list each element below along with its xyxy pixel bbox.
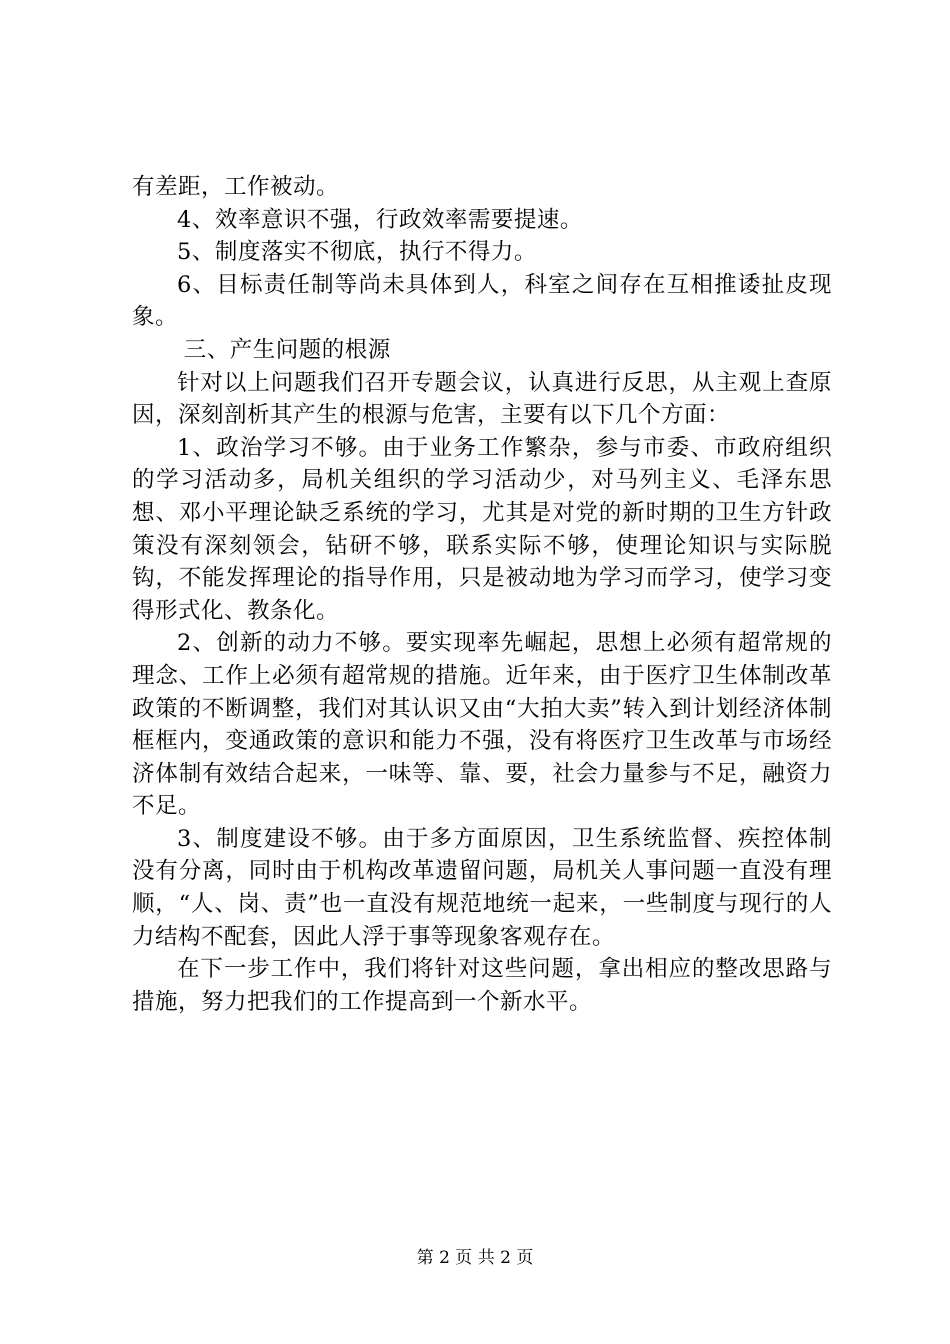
paragraph-cause-1: 1、政治学习不够。由于业务工作繁杂，参与市委、市政府组织的学习活动多，局机关组织的学习活动少，对马列主义、毛泽东思想、邓小平理论缺乏系统的学习，尤其是对党的新时期的卫生方针政策没有深刻领会，钻研不够，联系实际不够，使理论知识与实际脱钩，不能发挥理论的指导作用，只是被动地为学习而学习，使学习变得形式化、教条化。 bbox=[132, 434, 832, 624]
paragraph-conclusion: 在下一步工作中，我们将针对这些问题，拿出相应的整改思路与措施，努力把我们的工作提高到一个新水平。 bbox=[132, 956, 832, 1015]
paragraph-item-5: 5、制度落实不彻底，执行不得力。 bbox=[177, 239, 537, 266]
paragraph-cause-2: 2、创新的动力不够。要实现率先崛起，思想上必须有超常规的理念、工作上必须有超常规的措施。近年来，由于医疗卫生体制改革政策的不断调整，我们对其认识又由“大拍大卖”转入到计划经济体制框框内，变通政策的意识和能力不强，没有将医疗卫生改革与市场经济体制有效结合起来，一味等、靠、要，社会力量参与不足，融资力不足。 bbox=[132, 630, 832, 820]
section-heading-3: 三、产生问题的根源 bbox=[183, 336, 391, 363]
paragraph-cause-3: 3、制度建设不够。由于多方面原因，卫生系统监督、疾控体制没有分离，同时由于机构改革遗留问题，局机关人事问题一直没有理顺，“人、岗、责”也一直没有规范地统一起来，一些制度与现行的人力结构不配套，因此人浮于事等现象客观存在。 bbox=[132, 825, 832, 950]
page-number-footer: 第 2 页 共 2 页 bbox=[416, 1248, 534, 1268]
paragraph-item-4: 4、效率意识不强，行政效率需要提速。 bbox=[177, 206, 583, 233]
paragraph-intro: 针对以上问题我们召开专题会议，认真进行反思，从主观上查原因，深刻剖析其产生的根源与危害，主要有以下几个方面： bbox=[132, 369, 832, 429]
document-body bbox=[132, 171, 832, 1018]
paragraph-item-6: 6、目标责任制等尚未具体到人，科室之间存在互相推诿扯皮现象。 bbox=[132, 271, 832, 331]
paragraph-continuation: 有差距，工作被动。 bbox=[132, 174, 340, 200]
